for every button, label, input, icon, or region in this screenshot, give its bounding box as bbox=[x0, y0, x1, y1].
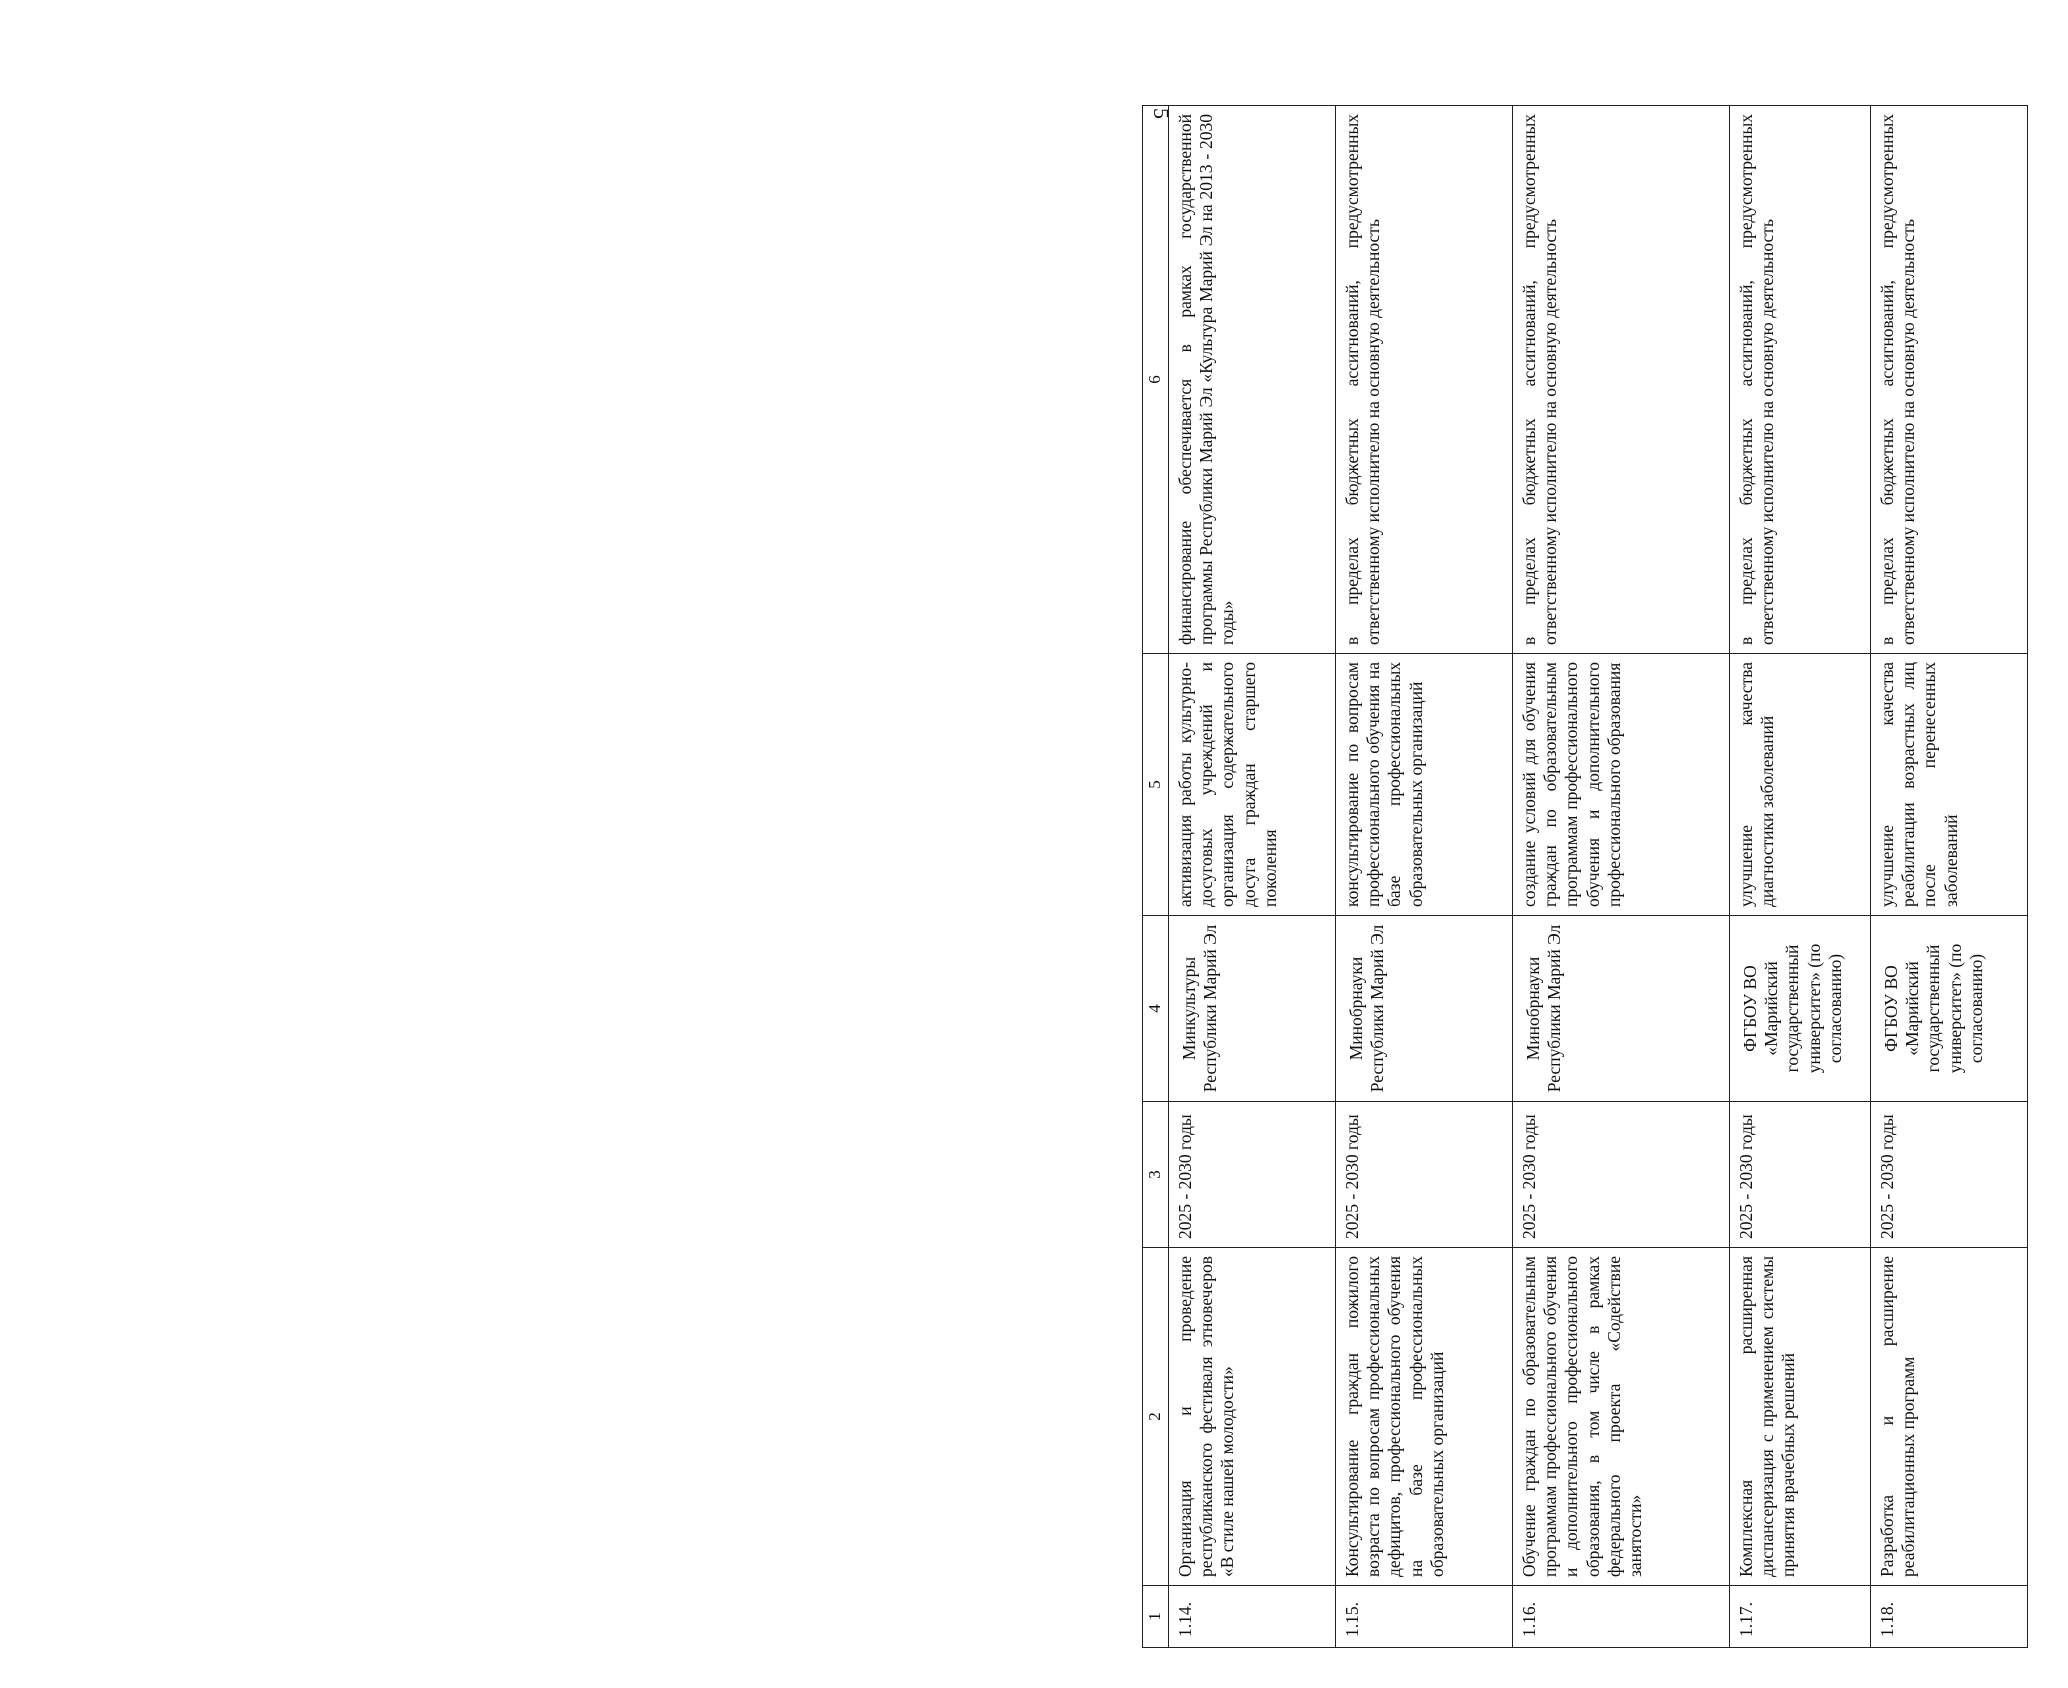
period-cell: 2025 - 2030 годы bbox=[1870, 1102, 2027, 1248]
result-cell: создание условий для обучения граждан по образовательным программам профессионального обучения и дополнительного профессионального образования bbox=[1512, 654, 1729, 916]
header-col-4: 4 bbox=[1143, 916, 1169, 1102]
event-cell: Разработка и расширение реабилитационных программ bbox=[1870, 1248, 2027, 1586]
table-row bbox=[1335, 106, 1512, 1648]
result-cell: консультирование по вопросам профессионального обучения на базе профессиональных образовательных организаций bbox=[1335, 654, 1512, 916]
executor-cell: ФГБОУ ВО «Марийский государственный университет» (по согласованию) bbox=[1729, 916, 1870, 1102]
header-col-5: 5 bbox=[1143, 654, 1169, 916]
executor-cell: Минобрнауки Республики Марий Эл bbox=[1335, 916, 1512, 1102]
funding-cell: в пределах бюджетных ассигнований, предусмотренных ответственному исполнителю на основную деятельность bbox=[1512, 106, 1729, 654]
result-cell: активизация работы культурно-досуговых учреждений и организация содержательного досуга граждан старшего поколения bbox=[1168, 654, 1335, 916]
event-cell: Обучение граждан по образовательным программам профессионального обучения и дополнительного профессионального образования, в том числе в рамках федерального проекта «Содействие занятости» bbox=[1512, 1248, 1729, 1586]
period-cell: 2025 - 2030 годы bbox=[1512, 1102, 1729, 1248]
period-cell: 2025 - 2030 годы bbox=[1729, 1102, 1870, 1248]
header-col-1: 1 bbox=[1143, 1586, 1169, 1648]
funding-cell: в пределах бюджетных ассигнований, предусмотренных ответственному исполнителю на основную деятельность bbox=[1335, 106, 1512, 654]
funding-cell: в пределах бюджетных ассигнований, предусмотренных ответственному исполнителю на основную деятельность bbox=[1729, 106, 1870, 654]
rotated-table-sheet bbox=[1142, 106, 2068, 1648]
page-number: 5 bbox=[1149, 108, 1174, 119]
result-cell: улучшение качества диагностики заболеваний bbox=[1729, 654, 1870, 916]
executor-cell: Минобрнауки Республики Марий Эл bbox=[1512, 916, 1729, 1102]
row-number: 1.17. bbox=[1729, 1586, 1870, 1648]
period-cell: 2025 - 2030 годы bbox=[1168, 1102, 1335, 1248]
executor-cell: Минкультуры Республики Марий Эл bbox=[1168, 916, 1335, 1102]
header-col-6: 6 bbox=[1143, 106, 1169, 654]
table-row bbox=[1729, 106, 1870, 1648]
row-number: 1.18. bbox=[1870, 1586, 2027, 1648]
period-cell: 2025 - 2030 годы bbox=[1335, 1102, 1512, 1248]
result-cell: улучшение качества реабилитации возрастных лиц после перенесенных заболеваний bbox=[1870, 654, 2027, 916]
row-number: 1.16. bbox=[1512, 1586, 1729, 1648]
header-row bbox=[1143, 106, 1169, 1648]
table-row bbox=[1870, 106, 2027, 1648]
row-number: 1.14. bbox=[1168, 1586, 1335, 1648]
funding-cell: в пределах бюджетных ассигнований, предусмотренных ответственному исполнителю на основную деятельность bbox=[1870, 106, 2027, 654]
plan-table bbox=[1142, 105, 2028, 1648]
table-row bbox=[1512, 106, 1729, 1648]
header-col-3: 3 bbox=[1143, 1102, 1169, 1248]
header-col-2: 2 bbox=[1143, 1248, 1169, 1586]
row-number: 1.15. bbox=[1335, 1586, 1512, 1648]
executor-cell: ФГБОУ ВО «Марийский государственный университет» (по согласованию) bbox=[1870, 916, 2027, 1102]
funding-cell: финансирование обеспечивается в рамках государственной программы Республики Марий Эл «Культура Марий Эл на 2013 - 2030 годы» bbox=[1168, 106, 1335, 654]
event-cell: Консультирование граждан пожилого возраста по вопросам профессиональных дефицитов, профессионального обучения на базе профессиональных образовательных организаций bbox=[1335, 1248, 1512, 1586]
table-row bbox=[1168, 106, 1335, 1648]
event-cell: Организация и проведение республиканского фестиваля этновечеров «В стиле нашей молодости» bbox=[1168, 1248, 1335, 1586]
event-cell: Комплексная расширенная диспансеризация с применением системы принятия врачебных решений bbox=[1729, 1248, 1870, 1586]
